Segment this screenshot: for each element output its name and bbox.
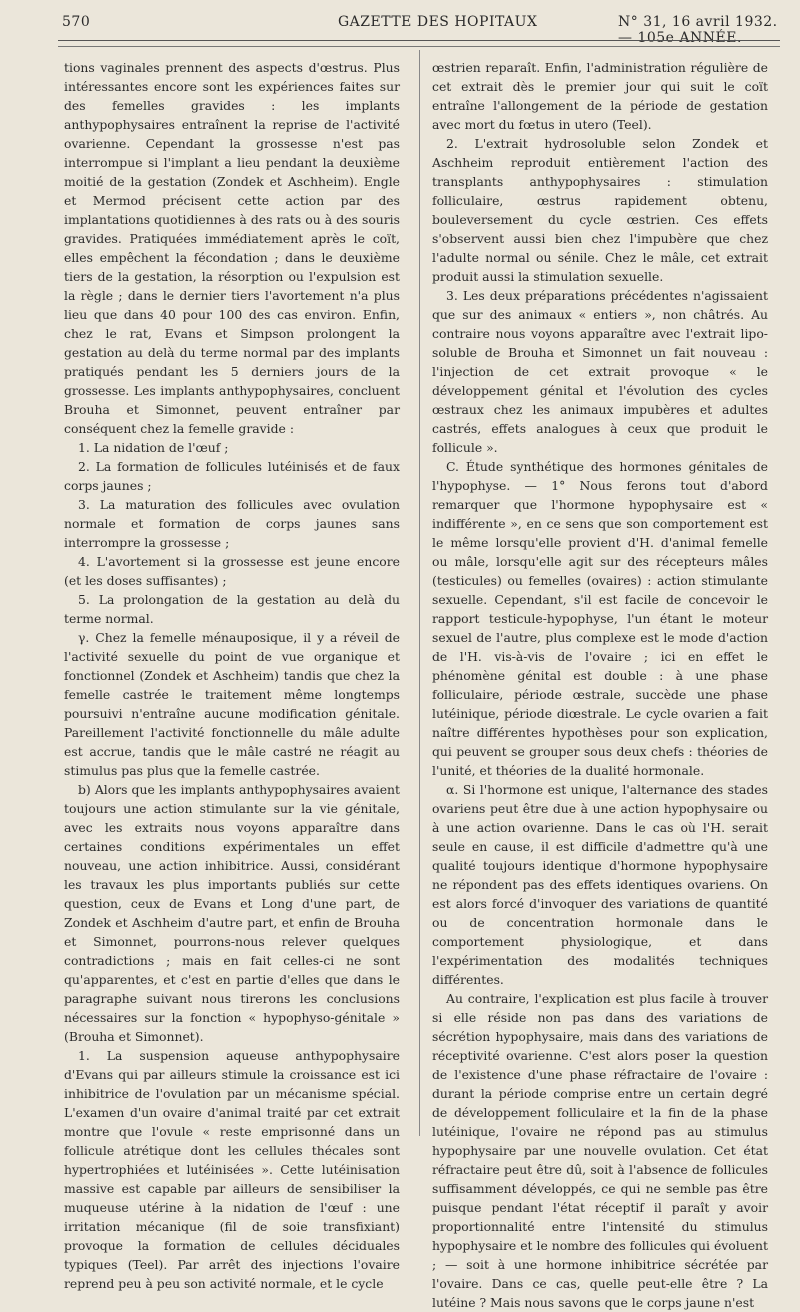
- header-rule: [58, 40, 780, 41]
- journal-title: GAZETTE DES HOPITAUX: [338, 14, 538, 30]
- paragraph: œstrien reparaît. Enfin, l'administration régulière de cet extrait dès le premier jour qui suit le coït entraîne l'allongement de la période de gestation avec mort du fœtus in utero (Teel).: [432, 60, 768, 132]
- section-paragraph: C. Étude synthétique des hormones génitales de l'hypophyse. — 1° Nous ferons tout d'abord remarquer que l'hormone hypophysaire est « indifférente », en ce sens que son comportement est le même lorsqu'elle provient d'H. d'animal femelle ou mâle, lorsqu'elle agit sur des récepteurs mâles (testicules) ou femelles (ovaires) : action stimulante sexuelle. Cependant, s'il est facile de concevoir le rapport testicule-hypophyse, l'un étant le moteur sexuel de l'autre, plus complexe est le mode d'action de l'H. vis-à-vis de l'ovaire ; ici en effet le phénomène génital est double : à une phase folliculaire, période œstrale, succède une phase lutéinique, période diœstrale. Le cycle ovarien a fait naître différentes hypothèses pour son explication, qui peuvent se grouper sous deux chefs : théories de l'unité, et théories de la dualité hormonale.: [432, 459, 768, 778]
- list-item: 2. La formation de follicules lutéinisés et de faux corps jaunes ;: [64, 459, 400, 493]
- right-column: [432, 58, 768, 1312]
- list-item: 3. La maturation des follicules avec ovulation normale et formation de corps jaunes sans interrompre la grossesse ;: [64, 497, 400, 550]
- paragraph: b) Alors que les implants anthypophysaires avaient toujours une action stimulante sur la vie génitale, avec les extraits nous voyons apparaître dans certaines conditions expérimentales un effet nouveau, une action inhibitrice. Aussi, considérant les travaux les plus importants publiés sur cette question, ceux de Evans et Long d'une part, de Zondek et Aschheim d'autre part, et enfin de Brouha et Simonnet, pourrons-nous relever quelques contradictions ; mais en fait celles-ci ne sont qu'apparentes, et c'est en partie d'elles que dans le paragraphe suivant nous tirerons les conclusions nécessaires sur la fonction « hypophyso-génitale » (Brouha et Simonnet).: [64, 782, 400, 1044]
- issue-info: N° 31, 16 avril 1932. — 105e ANNÉE.: [618, 14, 778, 46]
- list-item: 1. La nidation de l'œuf ;: [78, 440, 229, 455]
- left-column: [64, 58, 400, 1293]
- paragraph: γ. Chez la femelle ménauposique, il y a réveil de l'activité sexuelle du point de vue organique et fonctionnel (Zondek et Aschheim) tandis que chez la femelle castrée le traitement même longtemps poursuivi n'entraîne aucune modification génitale. Pareillement l'activité fonctionnelle du mâle adulte est accrue, tandis que le mâle castré ne réagit au stimulus pas plus que la femelle castrée.: [64, 630, 400, 778]
- paragraph: 1. La suspension aqueuse anthypophysaire d'Evans qui par ailleurs stimule la croissance est ici inhibitrice de l'ovulation par un mécanisme spécial. L'examen d'un ovaire d'animal traité par cet extrait montre que l'ovule « reste emprisonné dans un follicule atrétique dont les cellules thécales sont hypertrophiées et lutéinisées ». Cette lutéinisation massive est capable par ailleurs de sensibiliser la muqueuse utérine à la nidation de l'œuf : une irritation mécanique (fil de soie transfixiant) provoque la formation de cellules déciduales typiques (Teel). Par arrêt des injections l'ovaire reprend peu à peu son activité normale, et le cycle: [64, 1048, 400, 1291]
- paragraph: α. Si l'hormone est unique, l'alternance des stades ovariens peut être due à une action hypophysaire ou à une action ovarienne. Dans le cas où l'H. serait seule en cause, il est difficile d'admettre qu'à une qualité toujours identique d'hormone hypophysaire ne répondent pas des effets identiques ovariens. On est alors forcé d'invoquer des variations de quantité ou de concentration hormonale dans le comportement physiologique, et dans l'expérimentation des modalités techniques différentes.: [432, 782, 768, 987]
- paragraph: Au contraire, l'explication est plus facile à trouver si elle réside non pas dans des variations de sécrétion hypophysaire, mais dans des variations de réceptivité ovarienne. C'est alors poser la question de l'existence d'une phase réfractaire de l'ovaire : durant la période comprise entre un certain degré de développement folliculaire et la fin de la phase lutéinique, l'ovaire ne répond pas au stimulus hypophysaire par une nouvelle ovulation. Cet état réfractaire peut être dû, soit à l'absence de follicules suffisamment développés, ce qui ne semble pas être puisque pendant l'état réceptif il paraît y avoir proportionnalité entre l'intensité du stimulus hypophysaire et le nombre des follicules qui évoluent ; — soit à une hormone inhibitrice sécrétée par l'ovaire. Dans ce cas, quelle peut-elle être ? La lutéine ? Mais nous savons que le corps jaune n'est: [432, 991, 768, 1310]
- header-rule-thin: [58, 46, 780, 47]
- paragraph: 3. Les deux préparations précédentes n'agissaient que sur des animaux « entiers », non châtrés. Au contraire nous voyons apparaître avec l'extrait lipo-soluble de Brouha et Simonnet un fait nouveau : l'injection de cet extrait provoque « le développement génital et l'évolution des cycles œstraux chez les animaux impubères et adultes castrés, effets analogues à ceux que produit le follicule ».: [432, 288, 768, 455]
- list-item: 5. La prolongation de la gestation au delà du terme normal.: [64, 592, 400, 626]
- column-divider: [419, 50, 420, 1136]
- page-number: 570: [62, 14, 91, 30]
- paragraph: 2. L'extrait hydrosoluble selon Zondek et Aschheim reproduit entièrement l'action des transplants anthypophysaires : stimulation folliculaire, œstrus rapidement obtenu, bouleversement du cycle œstrien. Ces effets s'observent aussi bien chez l'impubère que chez l'adulte normal ou sénile. Chez le mâle, cet extrait produit aussi la stimulation sexuelle.: [432, 136, 768, 284]
- list-item: 4. L'avortement si la grossesse est jeune encore (et les doses suffisantes) ;: [64, 554, 400, 588]
- page-header: [58, 12, 780, 46]
- paragraph: tions vaginales prennent des aspects d'œstrus. Plus intéressantes encore sont les expériences faites sur des femelles gravides : les implants anthypophysaires entraînent la reprise de l'activité ovarienne. Cependant la grossesse n'est pas interrompue si l'implant a lieu pendant la deuxième moitié de la gestation (Zondek et Aschheim). Engle et Mermod précisent cette action par des implantations quotidiennes à des rats ou à des souris gravides. Pratiquées immédiatement après le coït, elles empêchent la fécondation ; dans le deuxième tiers de la gestation, la résorption ou l'expulsion est la règle ; dans le dernier tiers l'avortement n'a plus lieu que dans 40 pour 100 des cas environ. Enfin, chez le rat, Evans et Simpson prolongent la gestation au delà du terme normal par des implants pratiqués pendant les 5 derniers jours de la grossesse. Les implants anthypophysaires, concluent Brouha et Simonnet, peuvent entraîner par conséquent chez la femelle gravide :: [64, 60, 400, 436]
